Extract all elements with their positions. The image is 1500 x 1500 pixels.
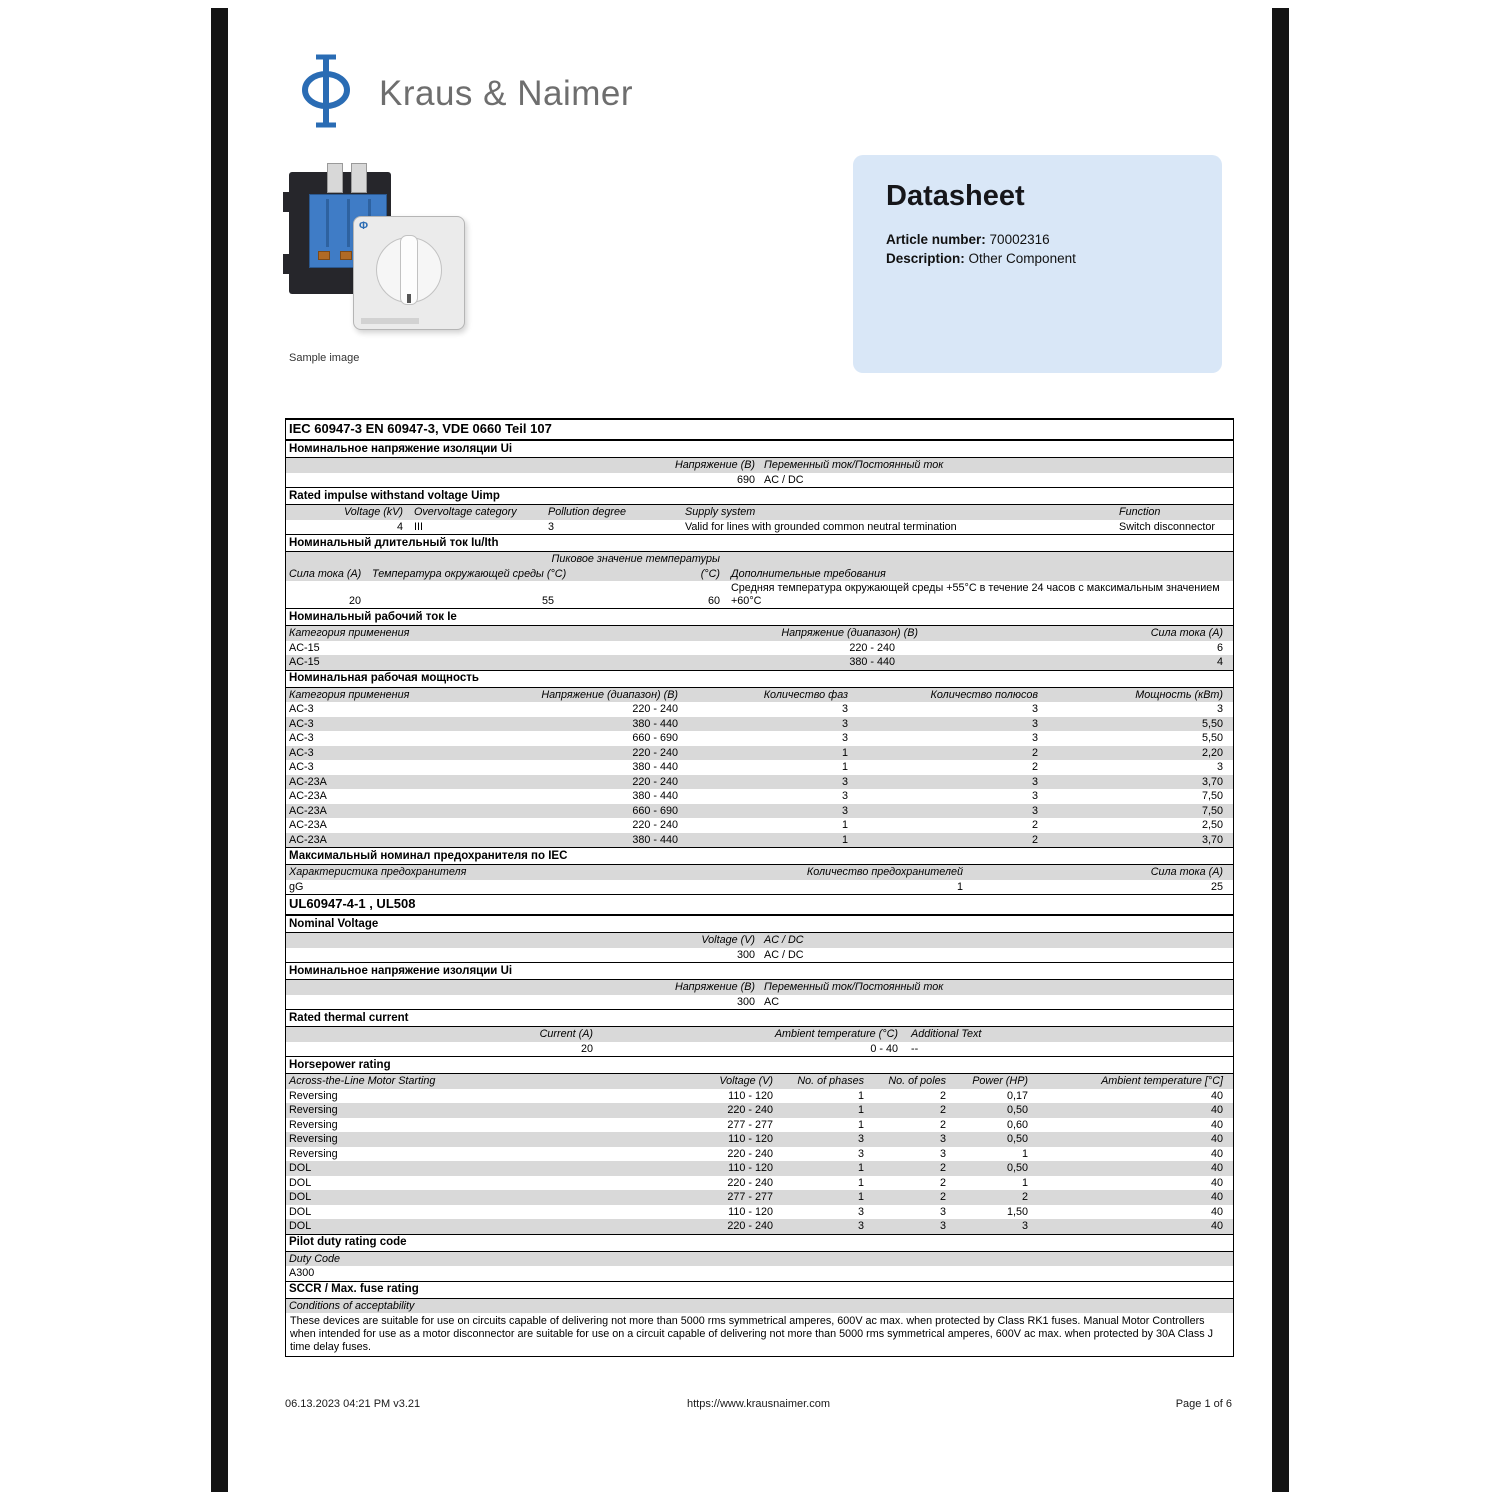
table-cell: 2	[939, 1118, 946, 1131]
table-cell: 0,17	[1006, 1089, 1028, 1102]
table-cell: AC	[764, 995, 779, 1008]
table-cell: 1	[841, 746, 848, 759]
footer-date-version: 06.13.2023 04:21 PM v3.21	[285, 1398, 421, 1410]
table-cell: 3	[841, 717, 848, 730]
table-cell: 220 - 240	[727, 1147, 773, 1160]
table-cell: AC-3	[289, 717, 314, 730]
sample-image-caption: Sample image	[289, 352, 360, 364]
table-cell: 2	[1031, 833, 1038, 846]
brand-header	[297, 52, 633, 135]
product-top-connector	[327, 163, 343, 193]
table-cell: 2	[939, 1176, 946, 1189]
table-cell: 40	[1210, 1205, 1223, 1218]
table-row	[286, 995, 1233, 1010]
table-cell: 0,50	[1006, 1133, 1028, 1145]
table-cell: Категория применения	[289, 688, 410, 701]
table-cell: Nominal Voltage	[289, 917, 379, 930]
table-row	[286, 775, 1233, 790]
table-cell: 7,50	[1201, 804, 1223, 817]
table-row	[286, 567, 1233, 582]
table-row	[286, 948, 1233, 963]
table-cell: 3	[841, 732, 848, 744]
section-title-row	[286, 608, 1233, 626]
table-row	[286, 1027, 1233, 1042]
table-cell: Сила тока (A)	[1150, 627, 1223, 639]
table-cell: 300	[736, 995, 755, 1008]
table-cell: Reversing	[289, 1104, 338, 1116]
product-label-strip	[361, 318, 419, 324]
table-cell: Voltage (kV)	[343, 506, 403, 518]
table-cell: 3	[1031, 775, 1038, 788]
page-edge-left	[211, 8, 228, 1492]
table-cell: 40	[1210, 1191, 1223, 1203]
table-cell: Средняя температура окружающей среды +55°C в течение 24 часов с максимальным значением +60°C	[731, 582, 1220, 607]
article-number-row	[886, 232, 1050, 247]
table-row	[286, 1103, 1233, 1118]
table-row	[286, 1313, 1233, 1356]
table-cell: 3	[841, 804, 848, 817]
table-cell: 1	[841, 819, 848, 831]
table-cell: Additional Text	[911, 1028, 982, 1040]
description-label: Description:	[886, 251, 965, 266]
table-cell: 660 - 690	[632, 804, 678, 817]
table-cell: These devices are suitable for use on circuits capable of delivering not more than 5000 rms symmetrical amperes, 600V ac max. when protected by Class RK1 fuses. Manual Motor Controllers when intended for use as a motor disconnector are suitable for use on a circuit capable of delivering not more than 5000 rms symmetrical amperes, 600V ac max. when protected by 30A Class J time delay fuses.	[290, 1315, 1214, 1353]
table-cell: 4	[396, 520, 403, 533]
table-row	[286, 1042, 1233, 1057]
table-row	[286, 804, 1233, 819]
table-cell: 1	[857, 1191, 864, 1203]
table-row	[286, 746, 1233, 761]
section-title-row	[286, 847, 1233, 865]
table-row	[286, 1252, 1233, 1267]
table-cell: 40	[1210, 1104, 1223, 1116]
table-row	[286, 1118, 1233, 1133]
table-row	[286, 980, 1233, 995]
table-cell: 0,50	[1006, 1162, 1028, 1174]
table-cell: Количество предохранителей	[806, 866, 963, 878]
table-cell: 3	[548, 520, 555, 533]
table-cell: 1	[956, 880, 963, 893]
terminal-screw	[340, 251, 352, 260]
description-value: Other Component	[968, 251, 1076, 266]
table-cell: 110 - 120	[728, 1205, 773, 1218]
table-cell: 3	[841, 703, 848, 715]
section-title-row	[286, 1056, 1233, 1074]
table-row	[286, 818, 1233, 833]
table-cell: 2	[1031, 761, 1038, 773]
table-cell: AC-23A	[289, 819, 327, 831]
table-cell: Pollution degree	[548, 506, 627, 518]
table-cell: Horsepower rating	[289, 1058, 391, 1071]
table-cell: Supply system	[685, 506, 756, 518]
table-cell: Дополнительные требования	[731, 567, 886, 580]
table-cell: 20	[348, 594, 361, 607]
table-cell: Сила тока (A)	[1150, 866, 1223, 878]
table-cell: 660 - 690	[632, 732, 678, 744]
table-cell: 3	[1031, 717, 1038, 730]
datasheet-info-panel	[853, 155, 1222, 373]
table-cell: AC / DC	[764, 934, 804, 946]
table-cell: 220 - 240	[632, 775, 678, 788]
table-cell: No. of poles	[888, 1075, 946, 1087]
table-cell: 40	[1210, 1147, 1223, 1160]
table-cell: Напряжение (диапазон) (B)	[781, 627, 918, 639]
table-cell: Номинальный рабочий ток Ie	[289, 610, 457, 623]
table-cell: (°C)	[700, 567, 720, 580]
table-cell: 300	[736, 948, 755, 961]
table-cell: Ambient temperature [°C]	[1101, 1075, 1223, 1087]
table-row	[286, 1176, 1233, 1191]
table-cell: Ambient temperature (°C)	[774, 1028, 898, 1040]
table-cell: 380 - 440	[632, 761, 678, 773]
table-cell: 0,60	[1006, 1118, 1028, 1131]
table-cell: 3	[1031, 804, 1038, 817]
table-cell: Reversing	[289, 1133, 338, 1145]
table-cell: 2	[1031, 746, 1038, 759]
table-cell: Максимальный номинал предохранителя по IEC	[289, 849, 568, 862]
table-cell: Function	[1119, 506, 1161, 518]
table-cell: 1	[857, 1118, 864, 1131]
table-cell: 20	[580, 1042, 593, 1055]
table-cell: Voltage (V)	[701, 934, 755, 946]
table-cell: Мощность (кВт)	[1135, 688, 1223, 701]
table-cell: AC-15	[289, 641, 320, 654]
table-row	[286, 702, 1233, 717]
table-cell: 1	[857, 1104, 864, 1116]
table-cell: AC-3	[289, 746, 314, 759]
table-cell: 1	[857, 1176, 864, 1189]
table-cell: 220 - 240	[727, 1176, 773, 1189]
table-cell: Напряжение (B)	[674, 981, 755, 993]
table-cell: AC / DC	[764, 948, 804, 961]
table-row	[286, 458, 1233, 473]
page-edge-right	[1272, 8, 1289, 1492]
table-cell: 55	[542, 594, 555, 607]
table-cell: Rated thermal current	[289, 1011, 409, 1024]
datasheet-table	[285, 418, 1234, 1357]
table-cell: Switch disconnector	[1119, 520, 1216, 533]
table-cell: gG	[289, 880, 304, 893]
table-cell: DOL	[289, 1220, 312, 1232]
table-row	[286, 552, 1233, 567]
article-number-label: Article number:	[886, 232, 986, 247]
table-cell: 1	[857, 1162, 864, 1174]
section-title-row	[286, 1234, 1233, 1252]
table-cell: DOL	[289, 1162, 312, 1174]
table-cell: 25	[1210, 880, 1223, 893]
table-row	[286, 1089, 1233, 1104]
table-cell: AC-3	[289, 761, 314, 773]
table-cell: Current (A)	[539, 1028, 593, 1040]
table-cell: Номинальное напряжение изоляции Ui	[289, 964, 513, 977]
table-row	[286, 1074, 1233, 1089]
table-cell: 380 - 440	[632, 790, 678, 802]
table-cell: AC-15	[289, 656, 320, 668]
footer-url: https://www.krausnaimer.com	[686, 1398, 831, 1410]
section-title-row	[286, 1009, 1233, 1027]
section-title-row	[286, 894, 1233, 915]
table-cell: Reversing	[289, 1118, 338, 1131]
table-cell: DOL	[289, 1176, 312, 1189]
table-cell: Voltage (V)	[719, 1075, 773, 1087]
terminal-screw	[318, 251, 330, 260]
product-image	[283, 158, 493, 346]
table-cell: UL60947-4-1 , UL508	[289, 896, 416, 912]
table-row	[286, 1205, 1233, 1220]
table-cell: Температура окружающей среды (°C)	[372, 567, 567, 580]
table-cell: 3	[1031, 732, 1038, 744]
table-cell: Pilot duty rating code	[289, 1236, 407, 1249]
table-cell: 3	[939, 1205, 946, 1218]
table-cell: 3	[1031, 790, 1038, 802]
table-cell: Переменный ток/Постоянный ток	[764, 981, 944, 993]
table-cell: 277 - 277	[727, 1118, 773, 1131]
table-row	[286, 641, 1233, 656]
table-cell: Номинальный длительный ток Iu/Ith	[289, 536, 499, 549]
table-cell: IEC 60947-3 EN 60947-3, VDE 0660 Teil 107	[289, 421, 552, 437]
product-mount-tab	[283, 254, 292, 274]
terminal-stripe	[347, 199, 350, 247]
table-cell: 40	[1210, 1133, 1223, 1145]
table-cell: 40	[1210, 1220, 1223, 1232]
table-cell: 2	[939, 1104, 946, 1116]
kraus-naimer-phi-logo-icon	[297, 52, 355, 135]
table-row	[286, 789, 1233, 804]
table-cell: A300	[289, 1267, 315, 1279]
table-cell: Rated impulse withstand voltage Uimp	[289, 489, 500, 502]
section-title-row	[286, 670, 1233, 688]
table-cell: Номинальное напряжение изоляции Ui	[289, 442, 513, 455]
table-row	[286, 933, 1233, 948]
table-cell: 3	[1031, 703, 1038, 715]
footer-page-number: Page 1 of 6	[1175, 1398, 1232, 1410]
table-cell: 2,20	[1201, 746, 1223, 759]
table-cell: Количество фаз	[763, 688, 848, 701]
table-cell: No. of phases	[797, 1075, 864, 1087]
table-cell: 3	[857, 1133, 864, 1145]
table-cell: DOL	[289, 1191, 312, 1203]
table-cell: 220 - 240	[849, 641, 895, 654]
table-row	[286, 717, 1233, 732]
table-cell: 0,50	[1006, 1104, 1028, 1116]
article-number-value: 70002316	[989, 232, 1050, 247]
table-row	[286, 581, 1233, 608]
section-title-row	[286, 440, 1233, 458]
table-cell: 110 - 120	[728, 1133, 773, 1145]
table-cell: 3	[1216, 761, 1223, 773]
table-cell: DOL	[289, 1205, 312, 1218]
table-cell: 3	[939, 1147, 946, 1160]
table-cell: 5,50	[1201, 732, 1223, 744]
table-cell: 110 - 120	[728, 1089, 773, 1102]
table-cell: 6	[1216, 641, 1223, 654]
table-cell: 3	[857, 1205, 864, 1218]
table-cell: Номинальная рабочая мощность	[289, 672, 479, 685]
table-cell: Duty Code	[289, 1252, 341, 1265]
table-cell: Характеристика предохранителя	[289, 866, 467, 878]
table-cell: III	[414, 520, 423, 533]
table-cell: 40	[1210, 1176, 1223, 1189]
description-row	[886, 251, 1076, 266]
table-cell: Conditions of acceptability	[289, 1299, 415, 1312]
table-row	[286, 505, 1233, 520]
table-cell: Пиковое значение температуры	[551, 553, 720, 565]
table-cell: Across-the-Line Motor Starting	[289, 1075, 436, 1087]
table-cell: 2	[939, 1162, 946, 1174]
table-row	[286, 688, 1233, 703]
table-cell: 2	[939, 1191, 946, 1203]
table-cell: 380 - 440	[849, 656, 895, 668]
table-cell: Напряжение (B)	[674, 459, 755, 471]
table-cell: 60	[707, 594, 720, 607]
table-cell: Напряжение (диапазон) (B)	[541, 688, 678, 701]
table-cell: 2	[1031, 819, 1038, 831]
table-cell: Power (HP)	[972, 1075, 1028, 1087]
table-cell: Количество полюсов	[930, 688, 1038, 701]
section-title-row	[286, 962, 1233, 980]
table-cell: Переменный ток/Постоянный ток	[764, 459, 944, 471]
table-cell: 3	[857, 1147, 864, 1160]
terminal-stripe	[326, 199, 329, 247]
table-cell: 5,50	[1201, 717, 1223, 730]
table-cell: 220 - 240	[727, 1104, 773, 1116]
table-row	[286, 520, 1233, 535]
table-cell: 2	[939, 1089, 946, 1102]
table-cell: 3	[857, 1220, 864, 1232]
section-title-row	[286, 419, 1233, 440]
table-cell: 3	[1216, 703, 1223, 715]
table-cell: AC-23A	[289, 804, 327, 817]
table-cell: 220 - 240	[632, 819, 678, 831]
table-row	[286, 1147, 1233, 1162]
table-cell: 220 - 240	[632, 703, 678, 715]
table-row	[286, 731, 1233, 746]
product-top-connector	[351, 163, 367, 193]
table-cell: AC-23A	[289, 790, 327, 802]
section-title-row	[286, 1281, 1233, 1299]
table-cell: 3	[939, 1133, 946, 1145]
table-cell: 1	[1021, 1176, 1028, 1189]
table-cell: 2	[1021, 1191, 1028, 1203]
product-mount-tab	[283, 192, 292, 212]
table-cell: 3,70	[1201, 775, 1223, 788]
table-cell: 3	[841, 775, 848, 788]
table-cell: --	[911, 1042, 919, 1055]
table-cell: Reversing	[289, 1089, 338, 1102]
table-row	[286, 1266, 1233, 1281]
table-cell: 3	[841, 790, 848, 802]
table-cell: Сила тока (A)	[289, 567, 362, 580]
table-cell: 40	[1210, 1162, 1223, 1174]
table-cell: AC-23A	[289, 775, 327, 788]
table-cell: 3,70	[1201, 833, 1223, 846]
table-cell: 1	[857, 1089, 864, 1102]
table-cell: 1	[841, 833, 848, 846]
section-title-row	[286, 534, 1233, 552]
table-cell: SCCR / Max. fuse rating	[289, 1283, 419, 1296]
table-cell: AC-3	[289, 703, 314, 715]
datasheet-title: Datasheet	[886, 180, 1025, 212]
table-cell: 220 - 240	[632, 746, 678, 759]
table-cell: 1,50	[1006, 1205, 1028, 1218]
table-cell: 2,50	[1201, 819, 1223, 831]
table-cell: 7,50	[1201, 790, 1223, 802]
table-cell: AC / DC	[764, 473, 804, 486]
table-cell: Overvoltage category	[414, 506, 517, 518]
table-row	[286, 626, 1233, 641]
table-cell: Категория применения	[289, 627, 410, 639]
table-row	[286, 1299, 1233, 1314]
section-title-row	[286, 915, 1233, 933]
table-row	[286, 1219, 1233, 1234]
table-cell: 1	[841, 761, 848, 773]
table-cell: 220 - 240	[727, 1220, 773, 1232]
table-row	[286, 833, 1233, 848]
table-cell: Valid for lines with grounded common neutral termination	[685, 520, 957, 533]
table-row	[286, 1161, 1233, 1176]
table-row	[286, 1190, 1233, 1205]
table-row	[286, 880, 1233, 895]
table-cell: 0 - 40	[870, 1042, 898, 1055]
table-cell: 277 - 277	[727, 1191, 773, 1203]
table-cell: 3	[1021, 1220, 1028, 1232]
table-cell: 690	[736, 473, 755, 486]
table-row	[286, 473, 1233, 488]
phi-logo-mark: Φ	[359, 220, 369, 232]
table-row	[286, 655, 1233, 670]
table-row	[286, 760, 1233, 775]
table-cell: 40	[1210, 1089, 1223, 1102]
table-cell: AC-23A	[289, 833, 327, 846]
table-cell: 4	[1216, 656, 1223, 668]
table-cell: Reversing	[289, 1147, 338, 1160]
table-cell: 110 - 120	[728, 1162, 773, 1174]
table-cell: 1	[1021, 1147, 1028, 1160]
table-cell: 380 - 440	[632, 717, 678, 730]
product-knob-indicator	[407, 294, 411, 303]
table-row	[286, 1132, 1233, 1147]
table-cell: 3	[939, 1220, 946, 1232]
table-cell	[723, 558, 1233, 560]
table-cell: AC-3	[289, 732, 314, 744]
section-title-row	[286, 487, 1233, 505]
table-row	[286, 865, 1233, 880]
brand-name: Kraus & Naimer	[379, 73, 634, 113]
table-cell: 40	[1210, 1118, 1223, 1131]
table-cell: 380 - 440	[632, 833, 678, 846]
